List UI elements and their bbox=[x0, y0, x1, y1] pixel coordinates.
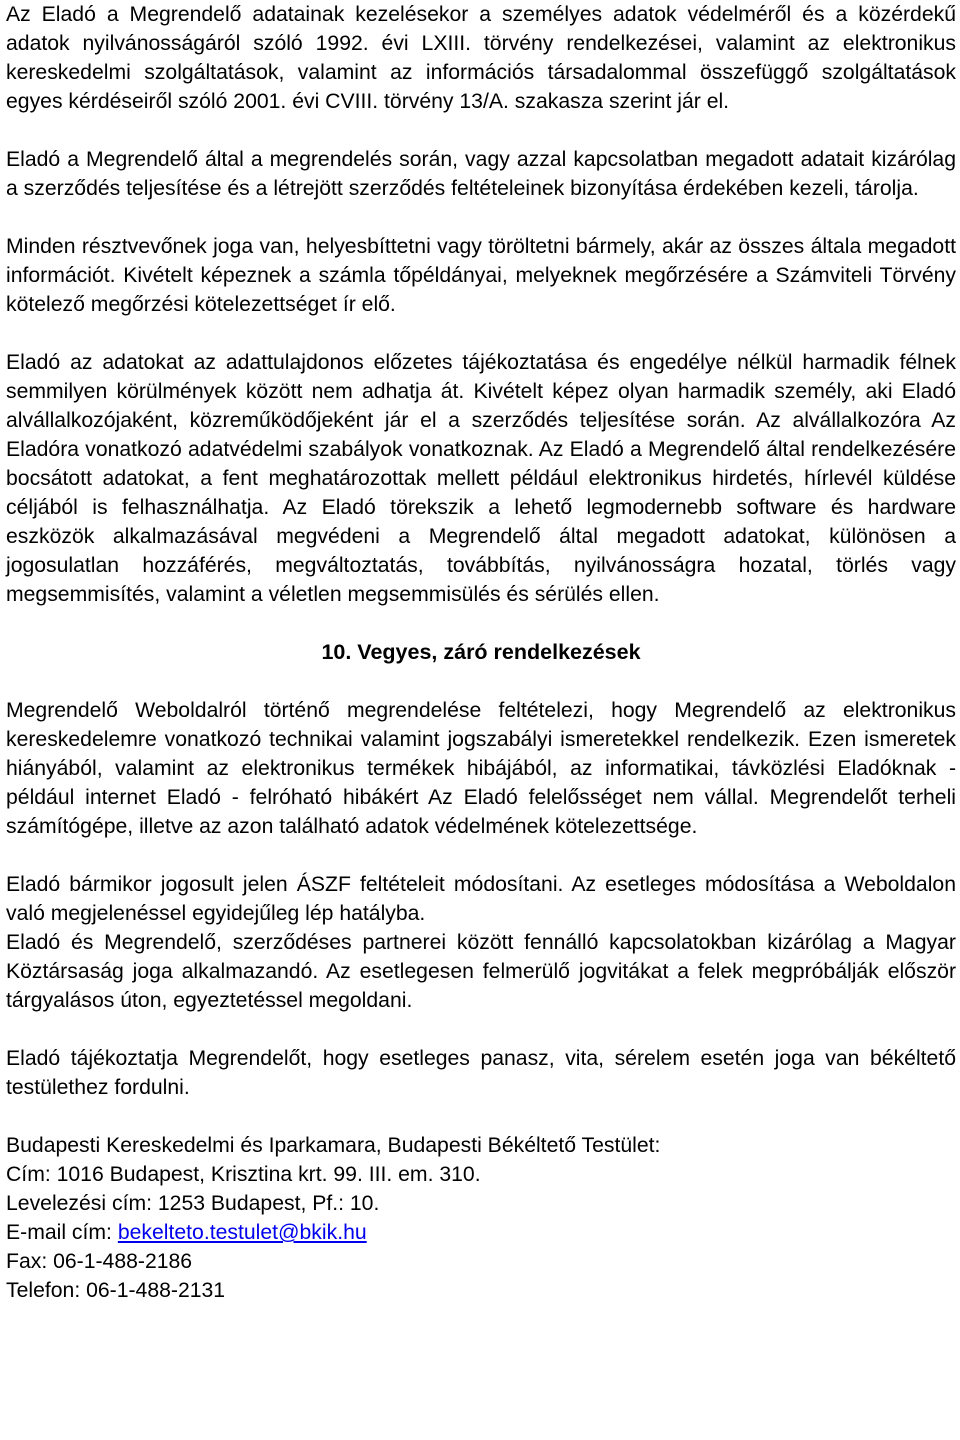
contact-fax: Fax: 06-1-488-2186 bbox=[6, 1250, 193, 1273]
customer-knowledge-paragraph: Megrendelő Weboldalról történő megrendelése feltételezi, hogy Megrendelő az elektronikus kereskedelemre vonatkozó technikai valamint jogszabályi ismeretekkel rendelkezik. Ezen ismeretek hiányából, valamint az elektronikus termékek hibájából, az informatikai, távközlési Eladóknak - például internet Eladó - felróható hibákért Az Eladó felelősséget nem vállal. Megrendelőt terheli számítógépe, illetve az azon található adatok védelmének kötelezettsége. bbox=[6, 699, 956, 838]
applicable-law-paragraph: Eladó és Megrendelő, szerződéses partnerei között fennálló kapcsolatokban kizárólag a Magyar Köztársaság joga alkalmazandó. Az esetlegesen felmerülő jogvitákat a felek megpróbálják először tárgyalásos úton, egyeztetéssel megoldani. bbox=[6, 931, 956, 1012]
email-label: E-mail cím: bbox=[6, 1221, 118, 1244]
contact-postal-address: Levelezési cím: 1253 Budapest, Pf.: 10. bbox=[6, 1192, 380, 1215]
participant-rights-paragraph: Minden résztvevőnek joga van, helyesbíttetni vagy töröltetni bármely, akár az összes általa megadott információt. Kivételt képeznek a számla tőpéldányai, melyeknek megőrzésére a Számviteli Törvény kötelező megőrzési kötelezettséget ír elő. bbox=[6, 235, 956, 316]
complaint-paragraph: Eladó tájékoztatja Megrendelőt, hogy esetleges panasz, vita, sérelem esetén joga van békéltető testülethez fordulni. bbox=[6, 1047, 956, 1099]
contact-address: Cím: 1016 Budapest, Krisztina krt. 99. III. em. 310. bbox=[6, 1163, 481, 1186]
contact-phone: Telefon: 06-1-488-2131 bbox=[6, 1279, 226, 1302]
data-protection-paragraph: Az Eladó a Megrendelő adatainak kezelésekor a személyes adatok védelméről és a közérdekű adatok nyilvánosságáról szóló 1992. évi LXIII. törvény rendelkezései, valamint az elektronikus kereskedelmi szolgáltatások, valamint az információs társadalommal összefüggő szolgáltatások egyes kérdéseiről szóló 2001. évi CVIII. törvény 13/A. szakasza szerint jár el. bbox=[6, 3, 956, 113]
data-usage-paragraph: Eladó a Megrendelő által a megrendelés során, vagy azzal kapcsolatban megadott adatait kizárólag a szerződés teljesítése és a létrejött szerződés feltételeinek bizonyítása érdekében kezeli, tárolja. bbox=[6, 148, 956, 200]
contact-block bbox=[6, 1131, 956, 1305]
terms-modification-paragraph: Eladó bármikor jogosult jelen ÁSZF feltételeit módosítani. Az esetleges módosítása a Weboldalon való megjelenéssel egyidejűleg lép hatályba. bbox=[6, 873, 956, 925]
section-heading: 10. Vegyes, záró rendelkezések bbox=[321, 640, 641, 664]
contact-organization: Budapesti Kereskedelmi és Iparkamara, Budapesti Békéltető Testület: bbox=[6, 1134, 661, 1157]
contact-email bbox=[6, 1218, 956, 1247]
third-party-paragraph: Eladó az adatokat az adattulajdonos előzetes tájékoztatása és engedélye nélkül harmadik félnek semmilyen körülmények között nem adhatja át. Kivételt képez olyan harmadik személy, aki Eladó alvállalkozójaként, közreműködőjeként jár el a szerződés teljesítése során. Az alvállalkozóra Az Eladóra vonatkozó adatvédelmi szabályok vonatkoznak. Az Eladó a Megrendelő által rendelkezésére bocsátott adatokat, a fent meghatározottak mellett például elektronikus hirdetés, hírlevél küldése céljából is felhasználhatja. Az Eladó törekszik a lehető legmodernebb software és hardware eszközök alkalmazásával megvédeni a Megrendelő által megadott adatokat, különösen a jogosulatlan hozzáférés, megváltoztatás, továbbítás, nyilvánosságra hozatal, törlés vagy megsemmisítés, valamint a véletlen megsemmisülés és sérülés ellen. bbox=[6, 351, 956, 606]
email-link[interactable]: bekelteto.testulet@bkik.hu bbox=[117, 1221, 367, 1244]
